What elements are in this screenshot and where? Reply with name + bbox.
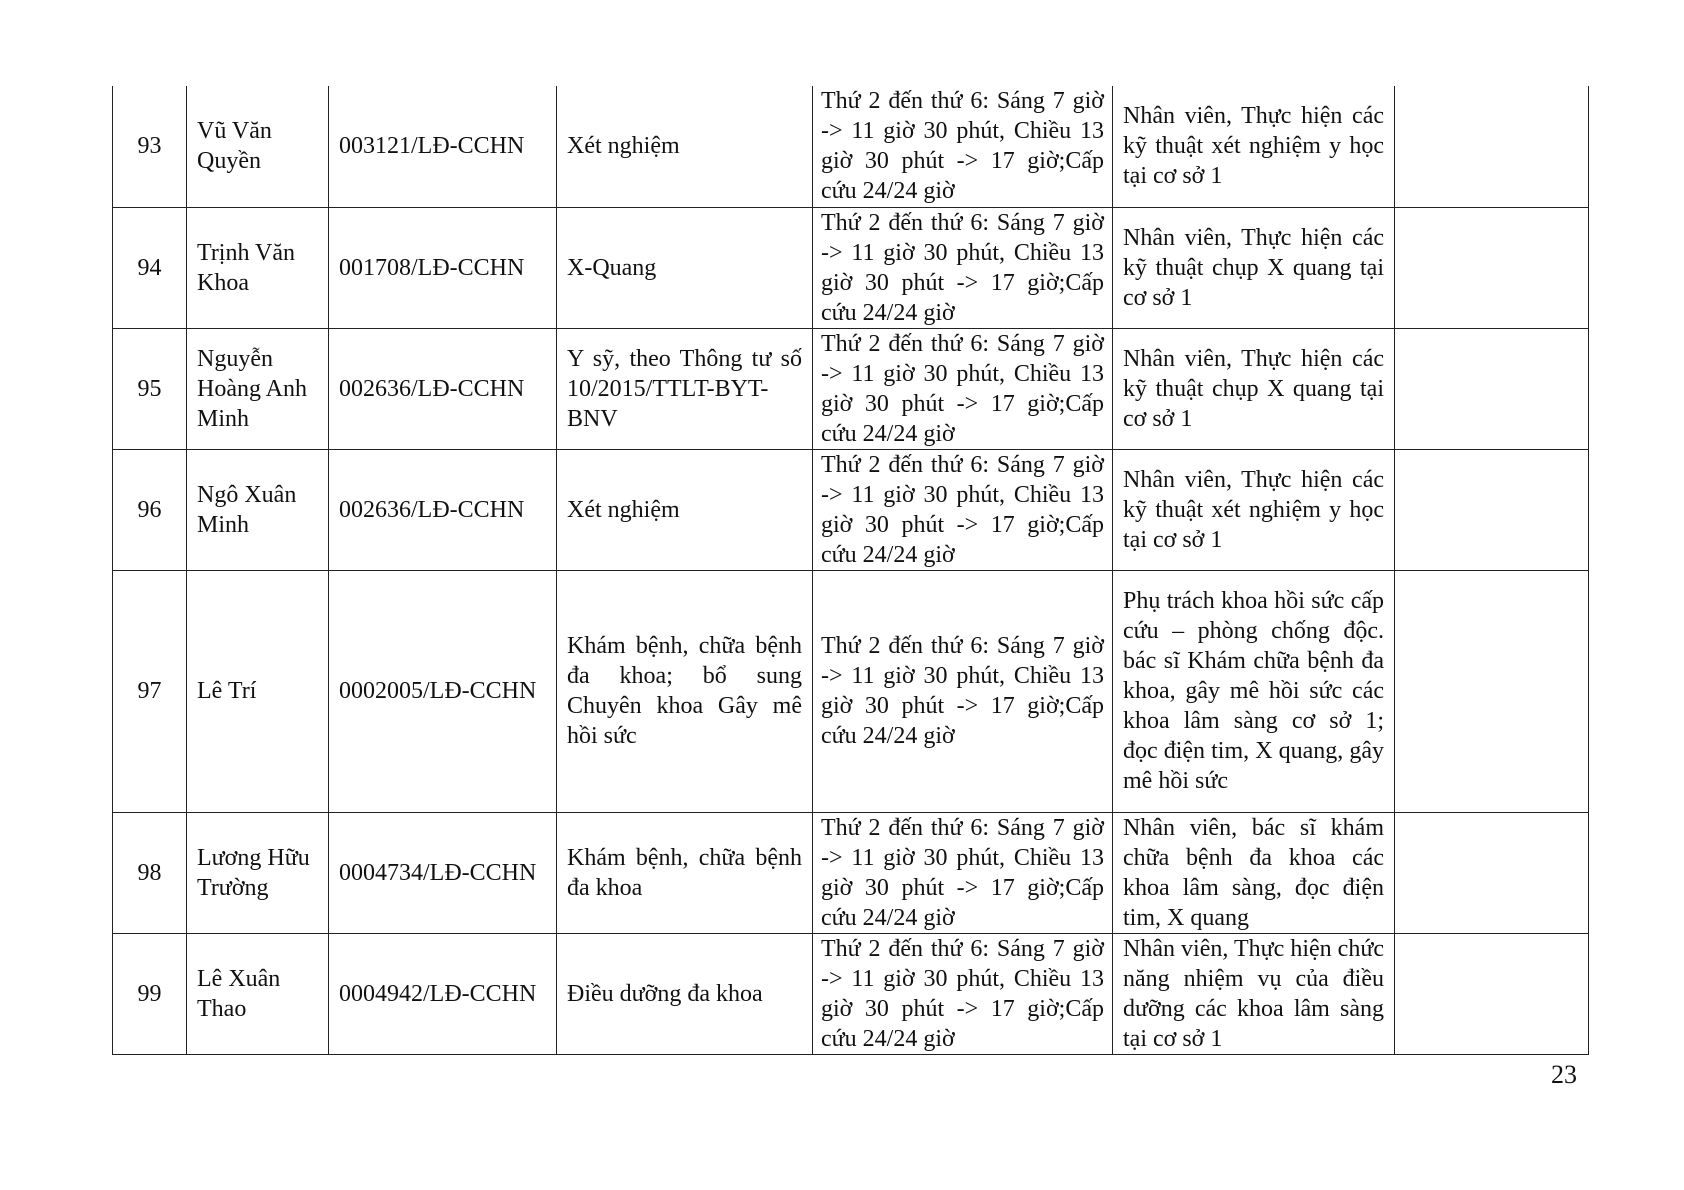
row-number: 96 <box>113 449 187 570</box>
license-number: 003121/LĐ-CCHN <box>329 86 557 207</box>
staff-name: Ngô Xuân Minh <box>187 449 329 570</box>
row-number: 94 <box>113 207 187 328</box>
row-number: 98 <box>113 812 187 933</box>
practice-scope: Xét nghiệm <box>557 449 813 570</box>
license-number: 001708/LĐ-CCHN <box>329 207 557 328</box>
working-schedule: Thứ 2 đến thứ 6: Sáng 7 giờ -> 11 giờ 30 phút, Chiều 13 giờ 30 phút -> 17 giờ;Cấp cứu 24/24 giờ <box>813 328 1113 449</box>
table-row <box>113 570 1589 812</box>
note-cell <box>1395 812 1589 933</box>
position-duties: Nhân viên, bác sĩ khám chữa bệnh đa khoa các khoa lâm sàng, đọc điện tim, X quang <box>1113 812 1395 933</box>
staff-table <box>112 86 1589 1055</box>
note-cell <box>1395 449 1589 570</box>
staff-table-container <box>112 86 1588 1055</box>
note-cell <box>1395 570 1589 812</box>
staff-name: Lê Xuân Thao <box>187 933 329 1054</box>
practice-scope: X-Quang <box>557 207 813 328</box>
table-row <box>113 812 1589 933</box>
license-number: 0002005/LĐ-CCHN <box>329 570 557 812</box>
license-number: 002636/LĐ-CCHN <box>329 328 557 449</box>
working-schedule: Thứ 2 đến thứ 6: Sáng 7 giờ -> 11 giờ 30 phút, Chiều 13 giờ 30 phút -> 17 giờ;Cấp cứu 24/24 giờ <box>813 933 1113 1054</box>
note-cell <box>1395 328 1589 449</box>
position-duties: Nhân viên, Thực hiện các kỹ thuật xét nghiệm y học tại cơ sở 1 <box>1113 449 1395 570</box>
staff-name: Lê Trí <box>187 570 329 812</box>
practice-scope: Xét nghiệm <box>557 86 813 207</box>
staff-name: Trịnh Văn Khoa <box>187 207 329 328</box>
working-schedule: Thứ 2 đến thứ 6: Sáng 7 giờ -> 11 giờ 30 phút, Chiều 13 giờ 30 phút -> 17 giờ;Cấp cứu 24/24 giờ <box>813 207 1113 328</box>
license-number: 002636/LĐ-CCHN <box>329 449 557 570</box>
position-duties: Nhân viên, Thực hiện các kỹ thuật chụp X quang tại cơ sở 1 <box>1113 328 1395 449</box>
practice-scope: Khám bệnh, chữa bệnh đa khoa; bổ sung Chuyên khoa Gây mê hồi sức <box>557 570 813 812</box>
row-number: 93 <box>113 86 187 207</box>
practice-scope: Y sỹ, theo Thông tư số 10/2015/TTLT-BYT-BNV <box>557 328 813 449</box>
staff-name: Vũ Văn Quyền <box>187 86 329 207</box>
table-row <box>113 933 1589 1054</box>
position-duties: Nhân viên, Thực hiện chức năng nhiệm vụ của điều dưỡng các khoa lâm sàng tại cơ sở 1 <box>1113 933 1395 1054</box>
table-row <box>113 207 1589 328</box>
page-number: 23 <box>1551 1060 1577 1089</box>
working-schedule: Thứ 2 đến thứ 6: Sáng 7 giờ -> 11 giờ 30 phút, Chiều 13 giờ 30 phút -> 17 giờ;Cấp cứu 24/24 giờ <box>813 812 1113 933</box>
position-duties: Nhân viên, Thực hiện các kỹ thuật chụp X quang tại cơ sở 1 <box>1113 207 1395 328</box>
table-row <box>113 328 1589 449</box>
staff-name: Lương Hữu Trường <box>187 812 329 933</box>
note-cell <box>1395 207 1589 328</box>
license-number: 0004942/LĐ-CCHN <box>329 933 557 1054</box>
note-cell <box>1395 86 1589 207</box>
working-schedule: Thứ 2 đến thứ 6: Sáng 7 giờ -> 11 giờ 30 phút, Chiều 13 giờ 30 phút -> 17 giờ;Cấp cứu 24/24 giờ <box>813 449 1113 570</box>
note-cell <box>1395 933 1589 1054</box>
table-row <box>113 86 1589 207</box>
practice-scope: Điều dưỡng đa khoa <box>557 933 813 1054</box>
practice-scope: Khám bệnh, chữa bệnh đa khoa <box>557 812 813 933</box>
working-schedule: Thứ 2 đến thứ 6: Sáng 7 giờ -> 11 giờ 30 phút, Chiều 13 giờ 30 phút -> 17 giờ;Cấp cứu 24/24 giờ <box>813 86 1113 207</box>
position-duties: Phụ trách khoa hồi sức cấp cứu – phòng chống độc. bác sĩ Khám chữa bệnh đa khoa, gây mê hồi sức các khoa lâm sàng cơ sở 1; đọc điện tim, X quang, gây mê hồi sức <box>1113 570 1395 812</box>
staff-table-body <box>113 86 1589 1054</box>
position-duties: Nhân viên, Thực hiện các kỹ thuật xét nghiệm y học tại cơ sở 1 <box>1113 86 1395 207</box>
row-number: 95 <box>113 328 187 449</box>
staff-name: Nguyễn Hoàng Anh Minh <box>187 328 329 449</box>
license-number: 0004734/LĐ-CCHN <box>329 812 557 933</box>
row-number: 99 <box>113 933 187 1054</box>
row-number: 97 <box>113 570 187 812</box>
table-row <box>113 449 1589 570</box>
working-schedule: Thứ 2 đến thứ 6: Sáng 7 giờ -> 11 giờ 30 phút, Chiều 13 giờ 30 phút -> 17 giờ;Cấp cứu 24/24 giờ <box>813 570 1113 812</box>
